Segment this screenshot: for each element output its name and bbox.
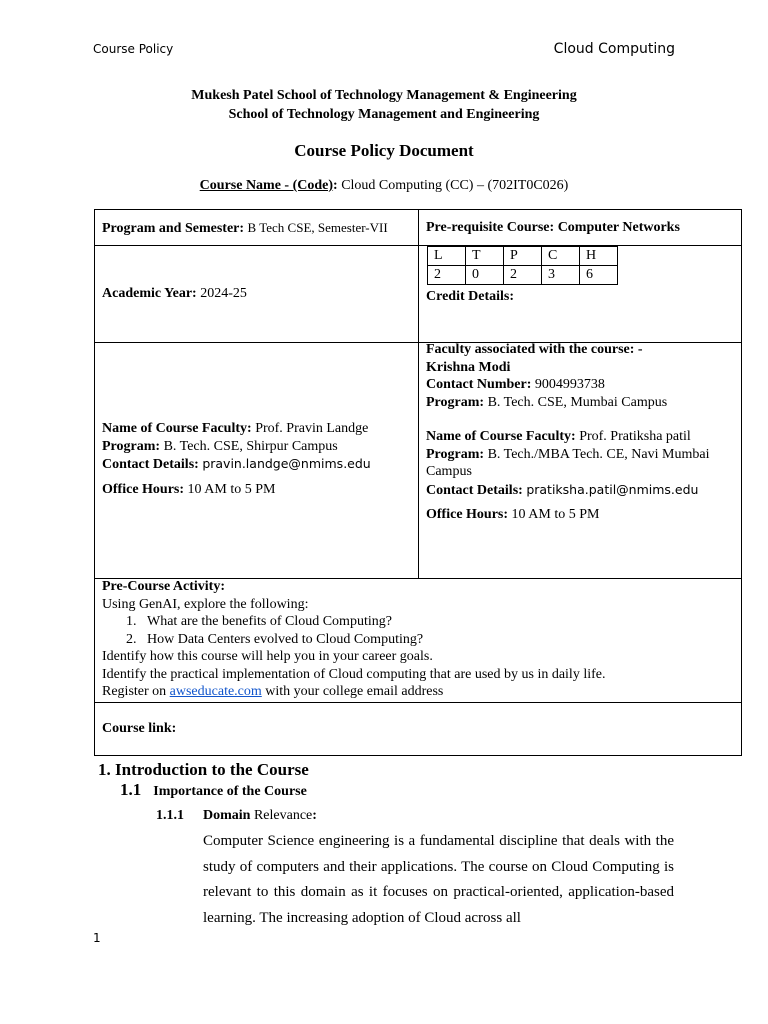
faculty-left-contact: pravin.landge@nmims.edu [202, 456, 371, 471]
assoc-program: B. Tech. CSE, Mumbai Campus [487, 394, 668, 410]
ltp-value-h: 6 [580, 266, 618, 285]
faculty-left-contact-label: Contact Details: [102, 457, 199, 472]
faculty-right-contact: pratiksha.patil@nmims.edu [526, 481, 699, 497]
pre-course-intro: Using GenAI, explore the following: [102, 596, 309, 612]
program-semester-cell [102, 219, 412, 238]
faculty-left-office: 10 AM to 5 PM [187, 481, 276, 497]
register-pre: Register on [102, 684, 167, 699]
header-left: Course Policy [93, 42, 174, 56]
academic-year-label: Academic Year: [102, 286, 197, 301]
pre-course-label: Pre-Course Activity: [102, 579, 225, 594]
table-rule [95, 702, 741, 703]
ltp-header-c: C [542, 247, 580, 266]
faculty-right-office-label: Office Hours: [426, 507, 509, 522]
page-number: 1 [93, 931, 101, 945]
faculty-left-name: Prof. Pravin Landge [255, 421, 369, 436]
faculty-left-office-label: Office Hours: [102, 481, 185, 497]
prerequisite-label: Pre-requisite Course: [426, 220, 555, 235]
associated-label: Faculty associated with the course: - [426, 342, 643, 357]
list-item [102, 613, 738, 631]
table-divider [418, 210, 419, 578]
section-1-1-title: Importance of the Course [153, 784, 307, 799]
ltp-header-l: L [428, 247, 466, 266]
faculty-right-program: B. Tech./MBA Tech. CE, Navi Mumbai Campus [426, 446, 710, 479]
faculty-right-name-label: Name of Course Faculty: [426, 429, 576, 444]
faculty-left-name-label: Name of Course Faculty: [102, 421, 252, 436]
section-1-1-1-rest: Relevance [253, 808, 313, 823]
ltp-value-c: 3 [542, 266, 580, 285]
course-name [0, 178, 768, 194]
ltp-value-p: 2 [504, 266, 542, 285]
section-1-1-1-bold: Domain [203, 808, 251, 823]
course-name-value: Cloud Computing (CC) – (702IT0C026) [341, 178, 569, 193]
associated-name: Krishna Modi [426, 359, 511, 375]
ltp-table [427, 246, 618, 285]
faculty-left-cell [102, 420, 414, 498]
prerequisite-value: Computer Networks [557, 220, 680, 235]
document-title: Course Policy Document [294, 141, 474, 160]
assoc-contact-label: Contact Number: [426, 377, 532, 392]
faculty-right-contact-label: Contact Details: [426, 482, 523, 498]
course-name-sep: : [333, 178, 338, 193]
section-1-title: Introduction to the Course [115, 760, 309, 779]
section-1-1-1-colon: : [312, 808, 317, 823]
faculty-left-program-label: Program: [102, 438, 161, 454]
faculty-right-name: Prof. Pratiksha patil [579, 429, 691, 444]
pre-course-line1: Identify how this course will help you in your career goals. [102, 649, 433, 664]
section-1-1-1-num: 1.1.1 [156, 808, 184, 823]
ltp-value-t: 0 [466, 266, 504, 285]
header-right: Cloud Computing [553, 41, 675, 57]
faculty-left-program: B. Tech. CSE, Shirpur Campus [163, 438, 338, 454]
section-heading-1 [98, 760, 309, 780]
ltp-header-t: T [466, 247, 504, 266]
pre-course-line2: Identify the practical implementation of Cloud computing that are used by us in daily life. [102, 666, 606, 682]
faculty-right-program-label: Program: [426, 446, 485, 462]
academic-year-value: 2024-25 [200, 286, 247, 301]
awseducate-link[interactable]: awseducate.com [169, 684, 262, 699]
faculty-right-office: 10 AM to 5 PM [511, 507, 600, 522]
section-1-1-num: 1.1 [120, 780, 142, 799]
register-line [102, 683, 738, 701]
credit-details-label: Credit Details: [426, 289, 514, 304]
section-heading-1-1 [120, 780, 307, 800]
course-link-label: Course link: [102, 721, 177, 736]
body-paragraph: Computer Science engineering is a fundamental discipline that deals with the study of computers and their applications. The course on Cloud Computing is relevant to this domain as it focuses on practical-oriented, application-based learning. The increasing adoption of Cloud across all [203, 833, 674, 926]
ltp-value-l: 2 [428, 266, 466, 285]
list-item-text: How Data Centers evolved to Cloud Computing? [147, 631, 424, 647]
course-name-label: Course Name - (Code) [199, 178, 334, 193]
list-item-num: 2. [126, 631, 137, 647]
list-item-text: What are the benefits of Cloud Computing? [147, 614, 392, 629]
course-info-table [94, 209, 742, 756]
assoc-contact: 9004993738 [534, 377, 605, 392]
prerequisite-cell [426, 219, 736, 237]
list-item-num: 1. [126, 614, 137, 629]
institution-name: Mukesh Patel School of Technology Management & Engineering [191, 88, 577, 103]
program-semester-label: Program and Semester: [102, 221, 245, 236]
ltp-header-p: P [504, 247, 542, 266]
ltp-header-h: H [580, 247, 618, 266]
program-semester-value: B Tech CSE, Semester-VII [247, 220, 388, 235]
pre-course-cell [102, 578, 738, 701]
faculty-right-cell [426, 341, 738, 524]
section-1-num: 1. [98, 760, 111, 779]
school-name: School of Technology Management and Engineering [228, 107, 540, 122]
pre-course-list [102, 613, 738, 648]
academic-year-cell [102, 285, 412, 303]
section-heading-1-1-1 [156, 808, 317, 824]
assoc-program-label: Program: [426, 394, 485, 410]
register-post: with your college email address [265, 684, 444, 699]
list-item [102, 631, 738, 649]
